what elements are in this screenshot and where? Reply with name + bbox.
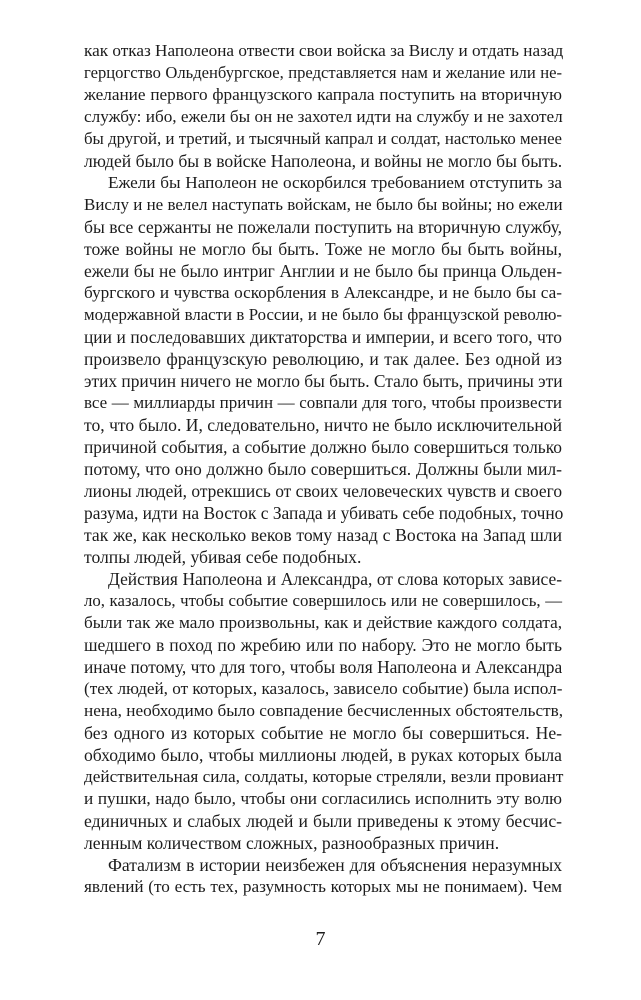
text-line: как отказ Наполеона отвести свои войска за Вислу и отдать назад [84,41,564,60]
text-line: ции и последовавших диктаторства и империи, и всего того, что [84,327,562,347]
text-line: были так же мало произвольны, как и действие каждого солдата, [84,613,562,632]
text-line: без одного из которых событие не могло бы совершиться. Не- [84,723,562,743]
text-line: бы все сержанты не пожелали поступить на вторичную службу, [84,217,562,237]
text-line: разума, идти на Восток с Запада и убивать себе подобных, точно [84,503,564,523]
text-line: Действия Наполеона и Александра, от слова которых зависе- [108,569,562,589]
text-line: людей было бы в войске Наполеона, и войны не могло бы быть. [84,151,563,171]
text-line: модержавной власти в России, и не было бы французской револю- [84,305,562,324]
text-line: (тех людей, от которых, казалось, зависело событие) была испол- [84,679,563,698]
text-line: ежели бы не было интриг Англии и не было бы принца Ольден- [84,261,562,281]
text-line: Вислу и не велел наступать войскам, не было бы войны; но ежели [84,195,563,214]
text-line: этих причин ничего не могло бы быть. Стало быть, причины эти [84,371,563,391]
text-line: и пушки, надо было, чтобы они согласились исполнить эту волю [84,789,562,808]
text-line: лионы людей, отрекшись от своих человеческих чувств и своего [84,481,563,501]
text-line: ленным количеством сложных, разнообразных причин. [84,833,500,853]
text-line: так же, как несколько веков тому назад с Востока на Запад шли [84,525,562,545]
text-line: герцогство Ольденбургское, представляется нам и желание или не- [84,63,562,82]
page-number: 7 [315,928,326,950]
text-line: толпы людей, убивая себе подобных. [84,547,362,567]
text-line: произвело французскую революцию, и так далее. Без одной из [84,349,562,369]
text-line: тоже войны не могло бы быть. Тоже не могло бы быть войны, [84,239,562,259]
text-line: бы другой, и третий, и тысячный капрал и солдат, настолько менее [84,129,562,148]
text-line: действительная сила, солдаты, которые стреляли, везли провиант [84,767,564,786]
text-line: обходимо было, чтобы миллионы людей, в руках которых была [84,745,562,765]
text-line: все — миллиарды причин — совпали для того, чтобы произвести [84,393,562,412]
text-line: желание первого французского капрала поступить на вторичную [84,85,562,104]
text-line: явлений (то есть тех, разумность которых мы не понимаем). Чем [84,877,562,896]
text-line: ло, казалось, чтобы событие совершилось или не совершилось, — [84,591,562,610]
text-line: иначе потому, что для того, чтобы воля Наполеона и Александра [84,657,563,677]
text-line: Ежели бы Наполеон не оскорбился требованием отступить за [108,173,562,192]
text-line: бургского и чувства оскорбления в Александре, и не было бы са- [84,283,562,302]
text-line: нена, необходимо было совпадение бесчисленных обстоятельств, [84,701,564,720]
text-line: потому, что оно должно было совершиться. Должны были мил- [84,459,562,479]
text-line: службу: ибо, ежели бы он не захотел идти на службу и не захотел [84,107,563,126]
text-line: единичных и слабых людей и были приведены к этому бесчис- [84,811,562,831]
text-line: Фатализм в истории неизбежен для объяснения неразумных [108,855,562,875]
text-line: причиной события, а событие должно было совершиться только [84,437,562,457]
text-line: шедшего в поход по жребию или по набору. Это не могло быть [84,635,562,655]
text-line: то, что было. И, следовательно, ничто не было исключительной [84,415,562,435]
